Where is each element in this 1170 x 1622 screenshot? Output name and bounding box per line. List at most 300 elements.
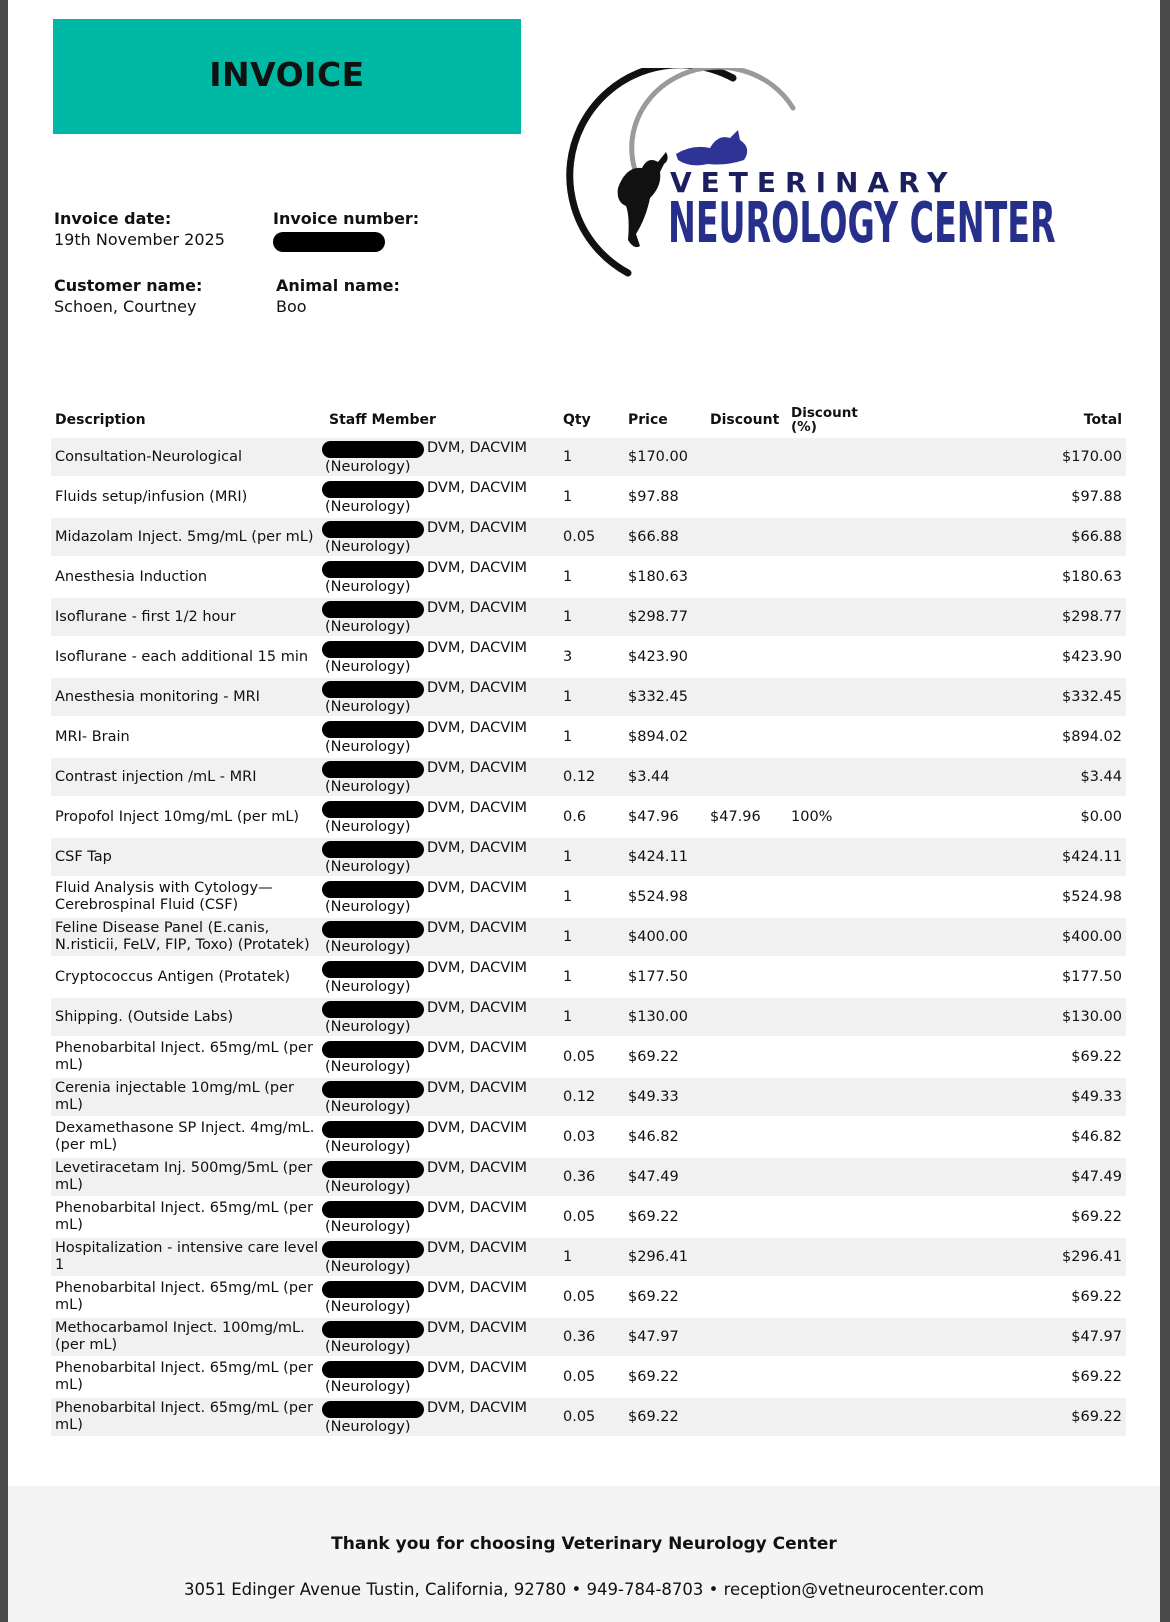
staff-department: (Neurology) — [325, 1059, 411, 1075]
cell-discount — [706, 438, 787, 476]
cell-total: $423.90 — [862, 638, 1126, 676]
cell-discount — [706, 838, 787, 876]
animal-name-value: Boo — [276, 297, 307, 316]
staff-degree: DVM, DACVIM — [427, 960, 527, 976]
staff-degree: DVM, DACVIM — [427, 440, 527, 456]
staff-name-redaction — [322, 1001, 424, 1018]
logo-word-neurology-center: NEUROLOGY CENTER — [668, 191, 1056, 256]
staff-name-redaction — [322, 1361, 424, 1378]
animal-name-label: Animal name: — [276, 276, 400, 295]
cell-discount-pct — [787, 1198, 862, 1236]
cell-description: Levetiracetam Inj. 500mg/5mL (per mL) — [51, 1158, 325, 1196]
invoice-date-block — [54, 208, 225, 250]
table-row — [51, 478, 1126, 516]
cell-total: $332.45 — [862, 678, 1126, 716]
cell-qty: 0.05 — [559, 1198, 624, 1236]
cell-staff — [325, 1158, 559, 1196]
staff-name-redaction — [322, 921, 424, 938]
cell-staff — [325, 678, 559, 716]
staff-name-redaction — [322, 761, 424, 778]
cell-description: Propofol Inject 10mg/mL (per mL) — [51, 798, 325, 836]
cell-total: $69.22 — [862, 1398, 1126, 1436]
cell-total: $46.82 — [862, 1118, 1126, 1156]
cell-staff — [325, 1118, 559, 1156]
cell-discount-pct — [787, 1078, 862, 1116]
staff-degree: DVM, DACVIM — [427, 1200, 527, 1216]
cell-description: Contrast injection /mL - MRI — [51, 758, 325, 796]
staff-degree: DVM, DACVIM — [427, 880, 527, 896]
staff-name-redaction — [322, 641, 424, 658]
cell-qty: 0.6 — [559, 798, 624, 836]
cell-total: $97.88 — [862, 478, 1126, 516]
cell-description: Phenobarbital Inject. 65mg/mL (per mL) — [51, 1198, 325, 1236]
cell-qty: 1 — [559, 958, 624, 996]
cell-price: $524.98 — [624, 878, 706, 916]
staff-name-redaction — [322, 801, 424, 818]
cell-total: $3.44 — [862, 758, 1126, 796]
cell-discount-pct — [787, 558, 862, 596]
cell-staff — [325, 598, 559, 636]
clinic-logo — [548, 68, 1056, 288]
staff-name-redaction — [322, 521, 424, 538]
cell-discount-pct — [787, 878, 862, 916]
cell-qty: 3 — [559, 638, 624, 676]
staff-name-redaction — [322, 1321, 424, 1338]
cell-discount — [706, 558, 787, 596]
table-row — [51, 718, 1126, 756]
cell-discount — [706, 598, 787, 636]
cell-description: Phenobarbital Inject. 65mg/mL (per mL) — [51, 1278, 325, 1316]
cell-price: $400.00 — [624, 918, 706, 956]
cell-discount — [706, 1358, 787, 1396]
cell-price: $97.88 — [624, 478, 706, 516]
cell-qty: 1 — [559, 998, 624, 1036]
invoice-number-redaction — [273, 232, 385, 252]
cell-discount — [706, 638, 787, 676]
cell-discount-pct — [787, 758, 862, 796]
staff-department: (Neurology) — [325, 979, 411, 995]
cell-discount — [706, 998, 787, 1036]
table-row — [51, 1078, 1126, 1116]
cell-price: $177.50 — [624, 958, 706, 996]
cell-description: Isoflurane - each additional 15 min — [51, 638, 325, 676]
cell-discount-pct — [787, 518, 862, 556]
table-row — [51, 1278, 1126, 1316]
cell-total: $47.97 — [862, 1318, 1126, 1356]
cell-discount-pct — [787, 678, 862, 716]
cell-qty: 1 — [559, 558, 624, 596]
staff-name-redaction — [322, 1081, 424, 1098]
customer-name-value: Schoen, Courtney — [54, 297, 197, 316]
cell-description: Fluid Analysis with Cytology—Cerebrospinal Fluid (CSF) — [51, 878, 325, 916]
footer-address: 3051 Edinger Avenue Tustin, California, 92780 • 949-784-8703 • reception@vetneurocenter.com — [183, 1580, 985, 1599]
col-header-discount: Discount — [710, 412, 780, 428]
cell-price: $47.97 — [624, 1318, 706, 1356]
cell-discount — [706, 1278, 787, 1316]
staff-department: (Neurology) — [325, 619, 411, 635]
staff-degree: DVM, DACVIM — [427, 800, 527, 816]
staff-degree: DVM, DACVIM — [427, 640, 527, 656]
cell-price: $894.02 — [624, 718, 706, 756]
cell-description: Isoflurane - first 1/2 hour — [51, 598, 325, 636]
staff-department: (Neurology) — [325, 699, 411, 715]
cell-staff — [325, 1238, 559, 1276]
table-row — [51, 438, 1126, 476]
cell-staff — [325, 1038, 559, 1076]
staff-degree: DVM, DACVIM — [427, 1040, 527, 1056]
staff-department: (Neurology) — [325, 1379, 411, 1395]
cell-total: $69.22 — [862, 1038, 1126, 1076]
cell-discount-pct — [787, 718, 862, 756]
cell-qty: 0.12 — [559, 1078, 624, 1116]
cell-discount — [706, 958, 787, 996]
col-header-staff: Staff Member — [329, 412, 436, 428]
cell-price: $130.00 — [624, 998, 706, 1036]
cell-discount-pct — [787, 1118, 862, 1156]
staff-name-redaction — [322, 1121, 424, 1138]
cell-discount-pct — [787, 1358, 862, 1396]
cell-price: $296.41 — [624, 1238, 706, 1276]
staff-department: (Neurology) — [325, 739, 411, 755]
cell-qty: 0.12 — [559, 758, 624, 796]
col-header-description: Description — [55, 412, 146, 428]
staff-name-redaction — [322, 561, 424, 578]
staff-degree: DVM, DACVIM — [427, 1360, 527, 1376]
cell-total: $180.63 — [862, 558, 1126, 596]
table-row — [51, 518, 1126, 556]
staff-name-redaction — [322, 1401, 424, 1418]
staff-degree: DVM, DACVIM — [427, 520, 527, 536]
table-row — [51, 1238, 1126, 1276]
cell-description: Shipping. (Outside Labs) — [51, 998, 325, 1036]
staff-department: (Neurology) — [325, 1019, 411, 1035]
cell-price: $47.96 — [624, 798, 706, 836]
invoice-date-value: 19th November 2025 — [54, 230, 225, 249]
cell-qty: 0.05 — [559, 1398, 624, 1436]
cell-discount-pct — [787, 998, 862, 1036]
cell-discount — [706, 518, 787, 556]
cell-total: $69.22 — [862, 1358, 1126, 1396]
table-row — [51, 598, 1126, 636]
cell-price: $69.22 — [624, 1358, 706, 1396]
cell-price: $298.77 — [624, 598, 706, 636]
cell-qty: 1 — [559, 878, 624, 916]
cell-description: CSF Tap — [51, 838, 325, 876]
cell-staff — [325, 838, 559, 876]
cell-qty: 1 — [559, 478, 624, 516]
table-row — [51, 1318, 1126, 1356]
staff-department: (Neurology) — [325, 819, 411, 835]
cell-price: $424.11 — [624, 838, 706, 876]
cell-total: $298.77 — [862, 598, 1126, 636]
staff-department: (Neurology) — [325, 1219, 411, 1235]
table-row — [51, 878, 1126, 916]
cell-total: $130.00 — [862, 998, 1126, 1036]
staff-name-redaction — [322, 881, 424, 898]
cell-total: $69.22 — [862, 1198, 1126, 1236]
cell-discount-pct — [787, 1318, 862, 1356]
cell-staff — [325, 718, 559, 756]
staff-department: (Neurology) — [325, 579, 411, 595]
cell-staff — [325, 1278, 559, 1316]
staff-degree: DVM, DACVIM — [427, 1160, 527, 1176]
cell-discount-pct — [787, 1238, 862, 1276]
staff-degree: DVM, DACVIM — [427, 760, 527, 776]
table-row — [51, 758, 1126, 796]
table-row — [51, 1358, 1126, 1396]
line-items-body — [51, 438, 1126, 1436]
cell-staff — [325, 798, 559, 836]
cell-price: $69.22 — [624, 1198, 706, 1236]
cell-total: $170.00 — [862, 438, 1126, 476]
table-row — [51, 1198, 1126, 1236]
cell-price: $170.00 — [624, 438, 706, 476]
staff-department: (Neurology) — [325, 1339, 411, 1355]
cell-description: Phenobarbital Inject. 65mg/mL (per mL) — [51, 1398, 325, 1436]
cell-discount — [706, 1318, 787, 1356]
staff-department: (Neurology) — [325, 939, 411, 955]
cell-discount-pct — [787, 1278, 862, 1316]
customer-block — [54, 275, 202, 317]
cell-discount-pct: 100% — [787, 798, 862, 836]
staff-department: (Neurology) — [325, 1099, 411, 1115]
cell-staff — [325, 1198, 559, 1236]
cell-staff — [325, 758, 559, 796]
staff-name-redaction — [322, 1201, 424, 1218]
cell-discount — [706, 1158, 787, 1196]
cell-staff — [325, 558, 559, 596]
cell-discount-pct — [787, 478, 862, 516]
cell-discount — [706, 478, 787, 516]
cell-total: $296.41 — [862, 1238, 1126, 1276]
cell-discount: $47.96 — [706, 798, 787, 836]
cell-description: Consultation-Neurological — [51, 438, 325, 476]
cell-qty: 1 — [559, 718, 624, 756]
staff-department: (Neurology) — [325, 1179, 411, 1195]
staff-department: (Neurology) — [325, 779, 411, 795]
cell-discount — [706, 1398, 787, 1436]
table-row — [51, 838, 1126, 876]
invoice-title: INVOICE — [209, 55, 365, 94]
cell-qty: 1 — [559, 598, 624, 636]
table-row — [51, 918, 1126, 956]
cell-staff — [325, 638, 559, 676]
customer-name-label: Customer name: — [54, 276, 203, 295]
cell-discount — [706, 1038, 787, 1076]
staff-degree: DVM, DACVIM — [427, 1240, 527, 1256]
cell-staff — [325, 958, 559, 996]
cell-description: Phenobarbital Inject. 65mg/mL (per mL) — [51, 1038, 325, 1076]
staff-department: (Neurology) — [325, 1139, 411, 1155]
table-row — [51, 1118, 1126, 1156]
invoice-page — [8, 0, 1160, 1622]
cell-total: $894.02 — [862, 718, 1126, 756]
cell-staff — [325, 998, 559, 1036]
staff-department: (Neurology) — [325, 659, 411, 675]
cell-price: $49.33 — [624, 1078, 706, 1116]
cell-discount-pct — [787, 638, 862, 676]
invoice-line-items-table — [51, 402, 1126, 1438]
col-header-price: Price — [628, 412, 668, 428]
animal-block — [276, 275, 400, 317]
cell-qty: 0.05 — [559, 518, 624, 556]
cell-description: Dexamethasone SP Inject. 4mg/mL. (per mL) — [51, 1118, 325, 1156]
cell-qty: 0.05 — [559, 1278, 624, 1316]
cell-qty: 1 — [559, 438, 624, 476]
footer — [8, 1486, 1160, 1622]
cell-discount — [706, 678, 787, 716]
cell-description: Anesthesia Induction — [51, 558, 325, 596]
cell-discount — [706, 758, 787, 796]
cell-staff — [325, 518, 559, 556]
staff-degree: DVM, DACVIM — [427, 560, 527, 576]
staff-name-redaction — [322, 601, 424, 618]
cell-total: $524.98 — [862, 878, 1126, 916]
cell-description: Fluids setup/infusion (MRI) — [51, 478, 325, 516]
cell-discount-pct — [787, 958, 862, 996]
cell-discount — [706, 918, 787, 956]
staff-name-redaction — [322, 1241, 424, 1258]
cell-price: $69.22 — [624, 1278, 706, 1316]
cell-price: $180.63 — [624, 558, 706, 596]
cell-discount — [706, 1198, 787, 1236]
staff-department: (Neurology) — [325, 899, 411, 915]
cell-qty: 1 — [559, 838, 624, 876]
cell-qty: 0.05 — [559, 1358, 624, 1396]
staff-degree: DVM, DACVIM — [427, 840, 527, 856]
cell-description: MRI- Brain — [51, 718, 325, 756]
invoice-number-block — [273, 208, 419, 257]
cell-qty: 0.36 — [559, 1158, 624, 1196]
staff-name-redaction — [322, 1161, 424, 1178]
cell-total: $424.11 — [862, 838, 1126, 876]
cell-discount — [706, 1238, 787, 1276]
table-row — [51, 1398, 1126, 1436]
table-row — [51, 998, 1126, 1036]
staff-department: (Neurology) — [325, 1259, 411, 1275]
invoice-number-label: Invoice number: — [273, 209, 420, 228]
logo-word-veterinary: VETERINARY — [670, 166, 957, 199]
cell-staff — [325, 878, 559, 916]
cell-price: $66.88 — [624, 518, 706, 556]
cell-description: Midazolam Inject. 5mg/mL (per mL) — [51, 518, 325, 556]
staff-name-redaction — [322, 1041, 424, 1058]
invoice-date-label: Invoice date: — [54, 209, 172, 228]
staff-degree: DVM, DACVIM — [427, 1000, 527, 1016]
staff-department: (Neurology) — [325, 499, 411, 515]
staff-department: (Neurology) — [325, 859, 411, 875]
cell-price: $69.22 — [624, 1398, 706, 1436]
staff-name-redaction — [322, 1281, 424, 1298]
staff-name-redaction — [322, 441, 424, 458]
cell-discount-pct — [787, 838, 862, 876]
staff-name-redaction — [322, 481, 424, 498]
staff-degree: DVM, DACVIM — [427, 1320, 527, 1336]
staff-department: (Neurology) — [325, 1299, 411, 1315]
cell-discount — [706, 878, 787, 916]
staff-name-redaction — [322, 841, 424, 858]
cell-staff — [325, 438, 559, 476]
staff-name-redaction — [322, 961, 424, 978]
table-row — [51, 1158, 1126, 1196]
staff-degree: DVM, DACVIM — [427, 1280, 527, 1296]
cell-qty: 1 — [559, 1238, 624, 1276]
table-row — [51, 958, 1126, 996]
cell-discount-pct — [787, 1038, 862, 1076]
cell-qty: 1 — [559, 678, 624, 716]
col-header-total: Total — [1083, 412, 1122, 428]
staff-degree: DVM, DACVIM — [427, 680, 527, 696]
cell-price: $423.90 — [624, 638, 706, 676]
staff-department: (Neurology) — [325, 1419, 411, 1435]
staff-degree: DVM, DACVIM — [427, 1400, 527, 1416]
cell-price: $332.45 — [624, 678, 706, 716]
cell-description: Anesthesia monitoring - MRI — [51, 678, 325, 716]
cell-qty: 0.05 — [559, 1038, 624, 1076]
cell-description: Feline Disease Panel (E.canis, N.risticii, FeLV, FIP, Toxo) (Protatek) — [51, 918, 325, 956]
staff-department: (Neurology) — [325, 539, 411, 555]
cell-qty: 0.03 — [559, 1118, 624, 1156]
cell-qty: 0.36 — [559, 1318, 624, 1356]
cell-discount-pct — [787, 438, 862, 476]
cell-total: $0.00 — [862, 798, 1126, 836]
cell-price: $47.49 — [624, 1158, 706, 1196]
staff-degree: DVM, DACVIM — [427, 600, 527, 616]
invoice-banner — [53, 19, 521, 134]
cell-staff — [325, 918, 559, 956]
staff-degree: DVM, DACVIM — [427, 1080, 527, 1096]
staff-degree: DVM, DACVIM — [427, 1120, 527, 1136]
cell-staff — [325, 1358, 559, 1396]
cell-discount-pct — [787, 1158, 862, 1196]
cell-staff — [325, 478, 559, 516]
cell-total: $177.50 — [862, 958, 1126, 996]
staff-degree: DVM, DACVIM — [427, 920, 527, 936]
cell-discount-pct — [787, 918, 862, 956]
cell-price: $3.44 — [624, 758, 706, 796]
cell-total: $66.88 — [862, 518, 1126, 556]
cell-description: Phenobarbital Inject. 65mg/mL (per mL) — [51, 1358, 325, 1396]
staff-name-redaction — [322, 721, 424, 738]
cell-discount — [706, 1118, 787, 1156]
col-header-qty: Qty — [563, 412, 591, 428]
cell-total: $400.00 — [862, 918, 1126, 956]
cell-discount — [706, 1078, 787, 1116]
cell-discount-pct — [787, 1398, 862, 1436]
cell-total: $49.33 — [862, 1078, 1126, 1116]
cell-price: $69.22 — [624, 1038, 706, 1076]
table-row — [51, 678, 1126, 716]
staff-degree: DVM, DACVIM — [427, 720, 527, 736]
cell-description: Methocarbamol Inject. 100mg/mL. (per mL) — [51, 1318, 325, 1356]
cell-discount-pct — [787, 598, 862, 636]
cell-staff — [325, 1318, 559, 1356]
cell-staff — [325, 1398, 559, 1436]
cell-price: $46.82 — [624, 1118, 706, 1156]
cell-total: $69.22 — [862, 1278, 1126, 1316]
staff-name-redaction — [322, 681, 424, 698]
table-header-row — [51, 404, 1126, 436]
footer-thanks: Thank you for choosing Veterinary Neurology Center — [331, 1534, 837, 1554]
table-row — [51, 558, 1126, 596]
cell-staff — [325, 1078, 559, 1116]
table-row — [51, 798, 1126, 836]
staff-degree: DVM, DACVIM — [427, 480, 527, 496]
table-row — [51, 1038, 1126, 1076]
cell-description: Cerenia injectable 10mg/mL (per mL) — [51, 1078, 325, 1116]
cell-total: $47.49 — [862, 1158, 1126, 1196]
cell-description: Cryptococcus Antigen (Protatek) — [51, 958, 325, 996]
